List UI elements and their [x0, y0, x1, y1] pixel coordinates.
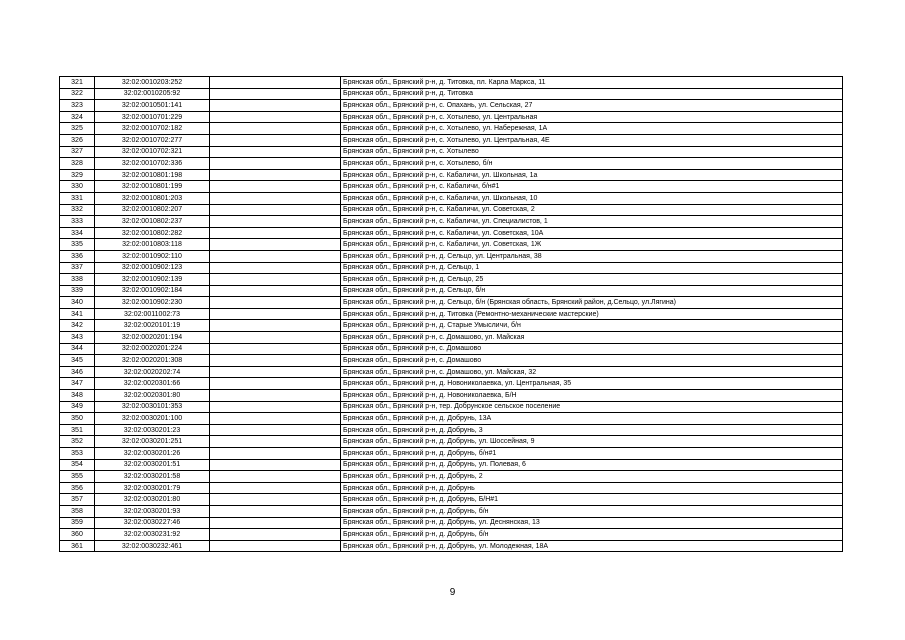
table-row — [60, 111, 843, 123]
address-cell: Брянская обл., Брянский р-н, д. Добрунь, 3 — [341, 424, 843, 436]
address-cell: Брянская обл., Брянский р-н, с. Кабаличи, ул. Советская, 10А — [341, 227, 843, 239]
table-row — [60, 134, 843, 146]
address-cell: Брянская обл., Брянский р-н, д. Добрунь, ул. Молодежная, 18А — [341, 540, 843, 552]
cadastral-number-cell: 32:02:0020301:66 — [95, 378, 210, 390]
cadastral-number-cell: 32:02:0010702:277 — [95, 134, 210, 146]
row-number-cell: 329 — [60, 169, 95, 181]
table-row — [60, 88, 843, 100]
cadastral-number-cell: 32:02:0030232:461 — [95, 540, 210, 552]
empty-cell — [210, 297, 341, 309]
empty-cell — [210, 482, 341, 494]
table-row — [60, 192, 843, 204]
row-number-cell: 325 — [60, 123, 95, 135]
table-row — [60, 239, 843, 251]
cadastral-number-cell: 32:02:0010801:203 — [95, 192, 210, 204]
row-number-cell: 339 — [60, 285, 95, 297]
table-row — [60, 158, 843, 170]
table-row — [60, 517, 843, 529]
empty-cell — [210, 274, 341, 286]
cadastral-number-cell: 32:02:0020101:19 — [95, 320, 210, 332]
cadastral-number-cell: 32:02:0010702:336 — [95, 158, 210, 170]
cadastral-number-cell: 32:02:0010802:207 — [95, 204, 210, 216]
empty-cell — [210, 332, 341, 344]
empty-cell — [210, 308, 341, 320]
table-row — [60, 227, 843, 239]
cadastral-number-cell: 32:02:0030201:79 — [95, 482, 210, 494]
cadastral-number-cell: 32:02:0030201:100 — [95, 413, 210, 425]
cadastral-number-cell: 32:02:0020301:80 — [95, 390, 210, 402]
table-row — [60, 343, 843, 355]
row-number-cell: 338 — [60, 274, 95, 286]
cadastral-number-cell: 32:02:0030101:353 — [95, 401, 210, 413]
address-cell: Брянская обл., Брянский р-н, с. Кабаличи, ул. Школьная, 1а — [341, 169, 843, 181]
row-number-cell: 356 — [60, 482, 95, 494]
row-number-cell: 323 — [60, 100, 95, 112]
row-number-cell: 352 — [60, 436, 95, 448]
row-number-cell: 336 — [60, 250, 95, 262]
address-cell: Брянская обл., Брянский р-н, д. Титовка, пл. Карла Маркса, 11 — [341, 77, 843, 89]
row-number-cell: 353 — [60, 448, 95, 460]
address-cell: Брянская обл., Брянский р-н, с. Хотылево, ул. Набережная, 1А — [341, 123, 843, 135]
address-cell: Брянская обл., Брянский р-н, д. Сельцо, 25 — [341, 274, 843, 286]
table-row — [60, 250, 843, 262]
row-number-cell: 359 — [60, 517, 95, 529]
property-registry-table — [59, 76, 843, 552]
empty-cell — [210, 413, 341, 425]
row-number-cell: 344 — [60, 343, 95, 355]
empty-cell — [210, 169, 341, 181]
cadastral-number-cell: 32:02:0030201:23 — [95, 424, 210, 436]
table-row — [60, 436, 843, 448]
table-row — [60, 366, 843, 378]
empty-cell — [210, 540, 341, 552]
cadastral-number-cell: 32:02:0010902:184 — [95, 285, 210, 297]
address-cell: Брянская обл., Брянский р-н, д. Добрунь, б/н#1 — [341, 448, 843, 460]
row-number-cell: 326 — [60, 134, 95, 146]
row-number-cell: 349 — [60, 401, 95, 413]
cadastral-number-cell: 32:02:0010902:230 — [95, 297, 210, 309]
cadastral-number-cell: 32:02:0030201:93 — [95, 505, 210, 517]
empty-cell — [210, 134, 341, 146]
table-row — [60, 77, 843, 89]
cadastral-number-cell: 32:02:0030227:46 — [95, 517, 210, 529]
address-cell: Брянская обл., Брянский р-н, с. Домашово — [341, 355, 843, 367]
cadastral-number-cell: 32:02:0010802:237 — [95, 216, 210, 228]
empty-cell — [210, 494, 341, 506]
table-row — [60, 285, 843, 297]
address-cell: Брянская обл., Брянский р-н, д. Титовка — [341, 88, 843, 100]
cadastral-number-cell: 32:02:0010701:229 — [95, 111, 210, 123]
cadastral-number-cell: 32:02:0010803:118 — [95, 239, 210, 251]
table-row — [60, 540, 843, 552]
cadastral-number-cell: 32:02:0020202:74 — [95, 366, 210, 378]
row-number-cell: 337 — [60, 262, 95, 274]
address-cell: Брянская обл., Брянский р-н, д. Новониколаевка, ул. Центральная, 35 — [341, 378, 843, 390]
empty-cell — [210, 401, 341, 413]
address-cell: Брянская обл., Брянский р-н, с. Домашово, ул. Майская — [341, 332, 843, 344]
empty-cell — [210, 355, 341, 367]
cadastral-number-cell: 32:02:0010702:321 — [95, 146, 210, 158]
address-cell: Брянская обл., Брянский р-н, тер. Добрунское сельское поселение — [341, 401, 843, 413]
row-number-cell: 330 — [60, 181, 95, 193]
address-cell: Брянская обл., Брянский р-н, д. Сельцо, ул. Центральная, 38 — [341, 250, 843, 262]
empty-cell — [210, 77, 341, 89]
cadastral-number-cell: 32:02:0011002:73 — [95, 308, 210, 320]
empty-cell — [210, 216, 341, 228]
address-cell: Брянская обл., Брянский р-н, д. Сельцо, б/н — [341, 285, 843, 297]
address-cell: Брянская обл., Брянский р-н, с. Кабаличи, ул. Школьная, 10 — [341, 192, 843, 204]
empty-cell — [210, 517, 341, 529]
table-row — [60, 146, 843, 158]
empty-cell — [210, 436, 341, 448]
row-number-cell: 321 — [60, 77, 95, 89]
row-number-cell: 358 — [60, 505, 95, 517]
address-cell: Брянская обл., Брянский р-н, с. Кабаличи, б/н#1 — [341, 181, 843, 193]
cadastral-number-cell: 32:02:0010203:252 — [95, 77, 210, 89]
row-number-cell: 328 — [60, 158, 95, 170]
empty-cell — [210, 448, 341, 460]
empty-cell — [210, 262, 341, 274]
address-cell: Брянская обл., Брянский р-н, с. Хотылево — [341, 146, 843, 158]
address-cell: Брянская обл., Брянский р-н, д. Добрунь, б/н — [341, 529, 843, 541]
address-cell: Брянская обл., Брянский р-н, д. Добрунь, 2 — [341, 471, 843, 483]
address-cell: Брянская обл., Брянский р-н, д. Добрунь, ул. Деснянская, 13 — [341, 517, 843, 529]
address-cell: Брянская обл., Брянский р-н, с. Хотылево, ул. Центральная — [341, 111, 843, 123]
cadastral-number-cell: 32:02:0010801:199 — [95, 181, 210, 193]
empty-cell — [210, 88, 341, 100]
empty-cell — [210, 181, 341, 193]
address-cell: Брянская обл., Брянский р-н, д. Добрунь, б/н — [341, 505, 843, 517]
table-row — [60, 413, 843, 425]
empty-cell — [210, 343, 341, 355]
empty-cell — [210, 378, 341, 390]
cadastral-number-cell: 32:02:0030201:51 — [95, 459, 210, 471]
cadastral-number-cell: 32:02:0030201:80 — [95, 494, 210, 506]
page-number: 9 — [449, 587, 456, 598]
address-cell: Брянская обл., Брянский р-н, д. Добрунь, ул. Шоссейная, 9 — [341, 436, 843, 448]
table-row — [60, 378, 843, 390]
address-cell: Брянская обл., Брянский р-н, д. Титовка (Ремонтно-механические мастерские) — [341, 308, 843, 320]
row-number-cell: 350 — [60, 413, 95, 425]
table-row — [60, 181, 843, 193]
empty-cell — [210, 424, 341, 436]
table-row — [60, 459, 843, 471]
address-cell: Брянская обл., Брянский р-н, с. Домашово — [341, 343, 843, 355]
row-number-cell: 335 — [60, 239, 95, 251]
empty-cell — [210, 285, 341, 297]
row-number-cell: 340 — [60, 297, 95, 309]
table-row — [60, 332, 843, 344]
cadastral-number-cell: 32:02:0030201:251 — [95, 436, 210, 448]
row-number-cell: 333 — [60, 216, 95, 228]
address-cell: Брянская обл., Брянский р-н, с. Хотылево, ул. Центральная, 4Е — [341, 134, 843, 146]
table-row — [60, 390, 843, 402]
cadastral-number-cell: 32:02:0030201:58 — [95, 471, 210, 483]
table-row — [60, 274, 843, 286]
address-cell: Брянская обл., Брянский р-н, с. Опахань, ул. Сельская, 27 — [341, 100, 843, 112]
table-row — [60, 204, 843, 216]
empty-cell — [210, 227, 341, 239]
row-number-cell: 343 — [60, 332, 95, 344]
empty-cell — [210, 529, 341, 541]
cadastral-number-cell: 32:02:0030201:26 — [95, 448, 210, 460]
table-row — [60, 355, 843, 367]
empty-cell — [210, 459, 341, 471]
cadastral-number-cell: 32:02:0010902:110 — [95, 250, 210, 262]
row-number-cell: 324 — [60, 111, 95, 123]
table-row — [60, 297, 843, 309]
empty-cell — [210, 471, 341, 483]
row-number-cell: 345 — [60, 355, 95, 367]
table-row — [60, 320, 843, 332]
table-row — [60, 424, 843, 436]
address-cell: Брянская обл., Брянский р-н, д. Добрунь, Б/Н#1 — [341, 494, 843, 506]
row-number-cell: 346 — [60, 366, 95, 378]
table-row — [60, 448, 843, 460]
table-row — [60, 216, 843, 228]
address-cell: Брянская обл., Брянский р-н, с. Кабаличи, ул. Советская, 1Ж — [341, 239, 843, 251]
row-number-cell: 331 — [60, 192, 95, 204]
address-cell: Брянская обл., Брянский р-н, с. Хотылево, б/н — [341, 158, 843, 170]
empty-cell — [210, 158, 341, 170]
cadastral-number-cell: 32:02:0010205:92 — [95, 88, 210, 100]
cadastral-number-cell: 32:02:0010802:282 — [95, 227, 210, 239]
cadastral-number-cell: 32:02:0020201:224 — [95, 343, 210, 355]
cadastral-number-cell: 32:02:0020201:308 — [95, 355, 210, 367]
row-number-cell: 322 — [60, 88, 95, 100]
address-cell: Брянская обл., Брянский р-н, д. Новониколаевка, Б/Н — [341, 390, 843, 402]
address-cell: Брянская обл., Брянский р-н, д. Добрунь, 13А — [341, 413, 843, 425]
cadastral-number-cell: 32:02:0010902:123 — [95, 262, 210, 274]
address-cell: Брянская обл., Брянский р-н, д. Сельцо, б/н (Брянская область, Брянский район, д.Сельцо, ул.Лягина) — [341, 297, 843, 309]
address-cell: Брянская обл., Брянский р-н, д. Добрунь, ул. Полевая, 6 — [341, 459, 843, 471]
empty-cell — [210, 320, 341, 332]
cadastral-number-cell: 32:02:0030231:92 — [95, 529, 210, 541]
cadastral-number-cell: 32:02:0010902:139 — [95, 274, 210, 286]
table-row — [60, 169, 843, 181]
row-number-cell: 351 — [60, 424, 95, 436]
address-cell: Брянская обл., Брянский р-н, д. Старые Умысличи, б/н — [341, 320, 843, 332]
row-number-cell: 361 — [60, 540, 95, 552]
cadastral-number-cell: 32:02:0010702:182 — [95, 123, 210, 135]
address-cell: Брянская обл., Брянский р-н, д. Добрунь — [341, 482, 843, 494]
row-number-cell: 355 — [60, 471, 95, 483]
table-row — [60, 482, 843, 494]
table-row — [60, 123, 843, 135]
empty-cell — [210, 390, 341, 402]
row-number-cell: 360 — [60, 529, 95, 541]
address-cell: Брянская обл., Брянский р-н, с. Кабаличи, ул. Советская, 2 — [341, 204, 843, 216]
empty-cell — [210, 146, 341, 158]
empty-cell — [210, 123, 341, 135]
registry-table-body — [60, 77, 843, 552]
table-row — [60, 529, 843, 541]
cadastral-number-cell: 32:02:0010801:198 — [95, 169, 210, 181]
cadastral-number-cell: 32:02:0010501:141 — [95, 100, 210, 112]
address-cell: Брянская обл., Брянский р-н, с. Кабаличи, ул. Специалистов, 1 — [341, 216, 843, 228]
row-number-cell: 342 — [60, 320, 95, 332]
table-row — [60, 262, 843, 274]
table-row — [60, 494, 843, 506]
table-row — [60, 100, 843, 112]
table-row — [60, 505, 843, 517]
empty-cell — [210, 204, 341, 216]
address-cell: Брянская обл., Брянский р-н, д. Сельцо, 1 — [341, 262, 843, 274]
empty-cell — [210, 505, 341, 517]
empty-cell — [210, 111, 341, 123]
row-number-cell: 354 — [60, 459, 95, 471]
row-number-cell: 348 — [60, 390, 95, 402]
row-number-cell: 334 — [60, 227, 95, 239]
address-cell: Брянская обл., Брянский р-н, с. Домашово, ул. Майская, 32 — [341, 366, 843, 378]
table-row — [60, 308, 843, 320]
empty-cell — [210, 100, 341, 112]
row-number-cell: 327 — [60, 146, 95, 158]
cadastral-number-cell: 32:02:0020201:194 — [95, 332, 210, 344]
empty-cell — [210, 239, 341, 251]
row-number-cell: 341 — [60, 308, 95, 320]
empty-cell — [210, 250, 341, 262]
table-row — [60, 401, 843, 413]
row-number-cell: 357 — [60, 494, 95, 506]
empty-cell — [210, 366, 341, 378]
table-row — [60, 471, 843, 483]
row-number-cell: 332 — [60, 204, 95, 216]
empty-cell — [210, 192, 341, 204]
row-number-cell: 347 — [60, 378, 95, 390]
